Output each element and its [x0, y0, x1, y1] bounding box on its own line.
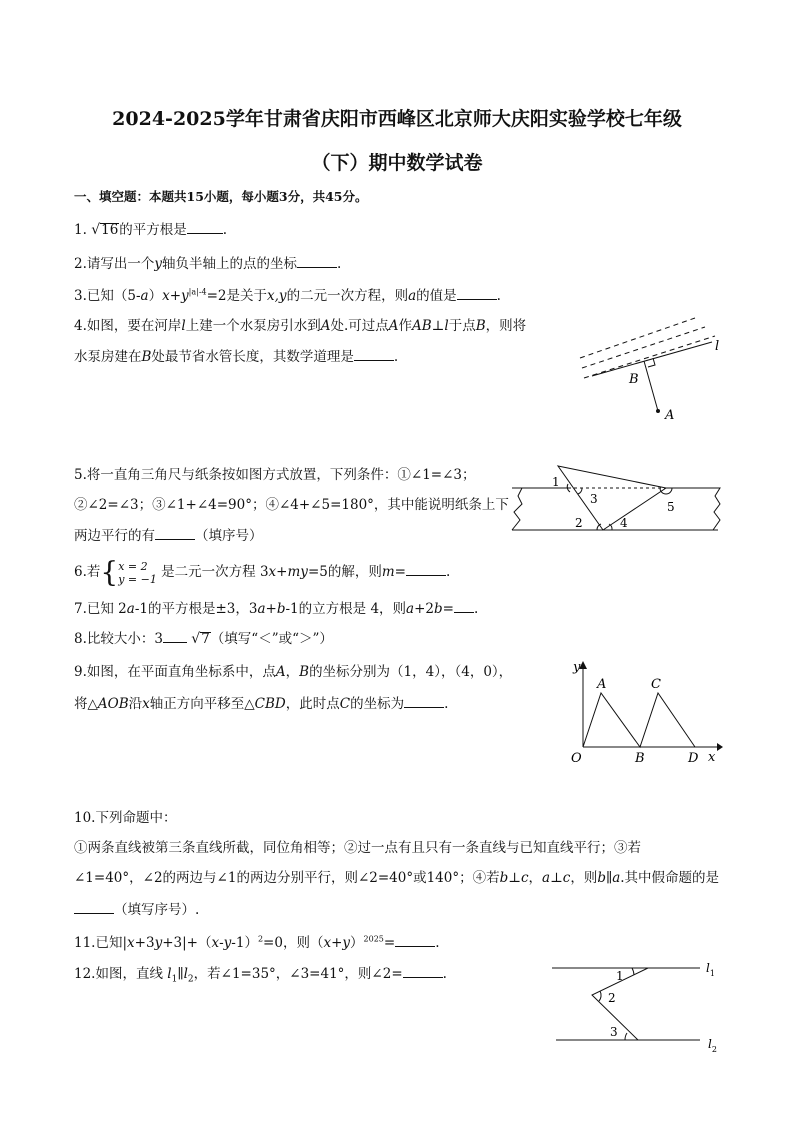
- q4-end: .: [393, 349, 399, 365]
- q6-text-b: 是二元一次方程 3: [161, 564, 269, 580]
- q7-text-b: -1的平方根是±3，3: [134, 601, 258, 617]
- question-4-line-1: [74, 314, 526, 334]
- q10-answer-blank[interactable]: [74, 899, 114, 914]
- q7-a3: a: [406, 601, 415, 617]
- q2-var: y: [154, 256, 163, 272]
- q10-text-b: ，则: [570, 870, 598, 886]
- q9-end: .: [444, 696, 449, 712]
- q1-text: 的平方根是: [119, 222, 187, 238]
- q9-C: C: [339, 696, 351, 712]
- q3-text-d: 的二元一次方程，则: [286, 288, 409, 304]
- q3-xy: x,y: [267, 288, 287, 304]
- q9-label-y: y: [573, 660, 581, 675]
- q7-end: .: [473, 601, 479, 617]
- q11-y2: y: [223, 935, 232, 951]
- q3-a: a: [140, 288, 149, 304]
- q12-label-3: 3: [610, 1025, 618, 1039]
- q11-text-b: +3: [134, 935, 155, 951]
- q4-answer-blank[interactable]: [354, 346, 394, 361]
- q6-text-a: 6.若: [74, 564, 101, 580]
- q7-b: b: [276, 601, 286, 617]
- q9-x-arrow: [717, 743, 723, 751]
- q3-answer-blank[interactable]: [457, 285, 497, 300]
- q4-text-h: 处最节省水管长度，其数学道理是: [151, 349, 354, 365]
- q4-label-l: l: [715, 339, 720, 354]
- question-9-line-1: [74, 660, 512, 680]
- question-9-line-2: [74, 692, 448, 712]
- q7-text-e: +2: [414, 601, 434, 617]
- question-12: [74, 962, 447, 985]
- q6-m2: m: [381, 564, 395, 580]
- question-10-line-3: [74, 866, 719, 886]
- question-1: 1. √16的平方根是 .: [74, 218, 227, 238]
- question-11: [74, 931, 440, 951]
- q6-x: x: [268, 564, 277, 580]
- q3-exponent: |a|-4: [188, 287, 207, 297]
- title-line-1: 2024-2025学年甘肃省庆阳市西峰区北京师大庆阳实验学校七年级: [112, 108, 682, 130]
- q4-text-f: ，则将: [485, 318, 527, 334]
- q4-text-g: 水泵房建在: [74, 349, 142, 365]
- q1-end: .: [222, 222, 228, 238]
- q4-A2: A: [388, 318, 399, 334]
- q7-b2: b: [434, 601, 443, 617]
- q12-text-b: ，若∠1=35°，∠3=41°，则∠2=: [193, 966, 403, 982]
- q12-answer-blank[interactable]: [403, 963, 443, 978]
- q12-label-1: 1: [616, 969, 624, 983]
- q3-x: x: [162, 288, 170, 304]
- q4-line-AB: [644, 361, 658, 411]
- title-line-2: （下）期中数学试卷: [311, 152, 483, 174]
- question-4-line-2: [74, 345, 398, 365]
- q4-text-c: 处.可过点: [330, 318, 389, 334]
- q12-text-a: 12.如图，直线: [74, 966, 168, 982]
- q9-text-b: ，: [285, 664, 300, 680]
- q4-text-d: 作: [398, 318, 413, 334]
- q8-radicand: 7: [201, 631, 210, 647]
- q2-answer-blank[interactable]: [297, 253, 337, 268]
- q5-label-5: 5: [667, 500, 675, 514]
- q6-text-e: =: [394, 564, 406, 580]
- question-5-line-1: 5.将一直角三角尺与纸条按如图方式放置，下列条件：①∠1=∠3；: [74, 467, 476, 483]
- q12-arc-3: [625, 1033, 627, 1040]
- q11-text-g: +: [331, 935, 343, 951]
- q2-text-a: 2.请写出一个: [74, 256, 155, 272]
- q4-text-e: 于点: [448, 318, 476, 334]
- q6-system: [118, 560, 157, 586]
- q12-arc-1: [632, 968, 634, 975]
- q6-brace: {: [100, 555, 119, 589]
- q6-end: .: [445, 564, 451, 580]
- q4-dash-3: [584, 336, 715, 378]
- q1-number: 1.: [74, 222, 87, 238]
- q3-a2: a: [408, 288, 417, 304]
- q4-figure: [570, 308, 730, 428]
- q9-answer-blank[interactable]: [404, 693, 444, 708]
- q10-text-a: ∠1=40°，∠2的两边与∠1的两边分别平行，则∠2=40°或140°；④若: [74, 870, 500, 886]
- q12-sub2: 2: [187, 974, 194, 985]
- question-10-line-2: ①两条直线被第三条直线所截，同位角相等；②过一点有且只有一条直线与已知直线平行；③若: [74, 840, 641, 856]
- q3-text-e: 的值是: [416, 288, 457, 304]
- q12-arc-2: [599, 991, 601, 1001]
- q9-AOB: AOB: [97, 696, 129, 712]
- q10-bc: b⊥c: [499, 870, 529, 886]
- q9-label-A: A: [597, 677, 607, 692]
- q6-y: y: [300, 564, 308, 580]
- q11-x2: x: [211, 935, 220, 951]
- question-5-line-2: ②∠2=∠3；③∠1+∠4=90°；④∠4+∠5=180°，其中能说明纸条上下: [74, 497, 509, 513]
- q4-label-B: B: [629, 372, 639, 387]
- section-heading: 一、填空题：本题共15小题，每小题3分，共45分。: [74, 189, 368, 204]
- q11-text-a: 11.已知|: [74, 935, 128, 951]
- q5-label-1: 1: [552, 475, 560, 489]
- q8-answer-blank[interactable]: [163, 628, 187, 643]
- q9-A: A: [275, 664, 286, 680]
- q9-label-D: D: [688, 751, 699, 766]
- q12-label-2: 2: [608, 991, 616, 1005]
- q12-l2: l: [183, 966, 188, 982]
- q11-text-i: =: [383, 935, 396, 951]
- q5-figure: [508, 458, 723, 534]
- q7-text-c: +: [265, 601, 277, 617]
- q10-ba: b∥a: [597, 870, 621, 886]
- q11-x: x: [127, 935, 135, 951]
- q11-exponent: 2025: [363, 934, 384, 944]
- q5-text-b: （填序号）: [195, 528, 263, 544]
- q2-text-b: 轴负半轴上的点的坐标: [162, 256, 298, 272]
- q11-text-h: ）: [350, 935, 364, 951]
- q9-text-a: 9.如图，在平面直角坐标系中，点: [74, 664, 276, 680]
- q4-label-A: A: [665, 408, 675, 423]
- q6-text-d: =5的解，则: [307, 564, 382, 580]
- q11-end: .: [435, 935, 440, 951]
- q2-end: .: [337, 256, 342, 272]
- q3-text-a: 3.已知（5-: [74, 288, 141, 304]
- q9-B: B: [299, 664, 310, 680]
- q5-strip-right-edge: [713, 488, 720, 530]
- question-2: [74, 252, 341, 272]
- q3-end: .: [496, 288, 501, 304]
- q11-answer-blank[interactable]: [395, 932, 435, 947]
- q6-m: m: [287, 564, 301, 580]
- q9-text-c: 的坐标分别为（1，4），（4，0），: [309, 664, 513, 680]
- q12-l1: l: [167, 966, 172, 982]
- q9-text-d: 将△: [74, 696, 98, 712]
- question-7: [74, 597, 478, 617]
- q9-label-C: C: [651, 677, 661, 692]
- q12-label-l1: $l_1$: [706, 961, 715, 978]
- q9-x: x: [142, 696, 150, 712]
- q9-text-g: ，此时点: [285, 696, 340, 712]
- q9-text-e: 沿: [128, 696, 143, 712]
- q6-answer-blank[interactable]: [406, 561, 446, 576]
- q9-label-x: x: [708, 750, 716, 765]
- q3-text-c: =2是关于: [206, 288, 268, 304]
- q11-square: 2: [257, 934, 264, 944]
- q7-text-d: -1的立方根是 4，则: [285, 601, 407, 617]
- q11-text-f: =0，则（: [263, 935, 324, 951]
- q9-label-B: B: [635, 751, 645, 766]
- q4-text-a: 4.如图，要在河岸: [74, 318, 182, 334]
- q9-figure: [565, 655, 730, 770]
- q1-answer-blank[interactable]: [187, 219, 223, 234]
- q4-text-b: 上建一个水泵房引水到: [185, 318, 321, 334]
- q11-text-d: -: [219, 935, 224, 951]
- q9-label-O: O: [571, 751, 582, 766]
- question-6: [74, 556, 450, 588]
- question-10-line-1: 10.下列命题中：: [74, 810, 177, 826]
- q12-label-l2: $l_2$: [708, 1037, 717, 1054]
- q5-answer-blank[interactable]: [155, 525, 195, 540]
- question-10-line-4: [74, 898, 199, 918]
- q4-ABl: AB⊥l: [412, 318, 449, 334]
- q5-text-a: 两边平行的有: [74, 528, 155, 544]
- q7-a2: a: [257, 601, 266, 617]
- q3-plus: +: [169, 288, 182, 304]
- q5-strip-left-edge: [512, 488, 522, 530]
- q9-text-f: 轴正方向平移至△: [149, 696, 255, 712]
- question-8: 8.比较大小：3 √7（填写“＜”或“＞”）: [74, 627, 333, 647]
- q4-A: A: [320, 318, 331, 334]
- q4-point-A: [656, 409, 660, 413]
- q8-text-a: 8.比较大小：3: [74, 631, 163, 647]
- question-5-line-3: [74, 524, 263, 544]
- q5-label-2: 2: [575, 516, 583, 530]
- q5-arc-4: [609, 524, 612, 530]
- q7-a: a: [126, 601, 135, 617]
- q8-text-b: （填写“＜”或“＞”）: [210, 631, 333, 647]
- question-3: [74, 284, 501, 304]
- q11-y3: y: [342, 935, 351, 951]
- q9-CBD: CBD: [254, 696, 286, 712]
- q11-y: y: [154, 935, 163, 951]
- q6-eq2: y = −1: [118, 572, 157, 586]
- q12-sub1: 1: [171, 974, 178, 985]
- q11-text-e: -1）: [231, 935, 258, 951]
- q12-figure: [548, 958, 728, 1058]
- q9-text-h: 的坐标为: [350, 696, 405, 712]
- q12-end: .: [442, 966, 447, 982]
- q5-label-3: 3: [590, 492, 598, 506]
- q6-eq1: x = 2: [118, 559, 148, 573]
- q11-text-c: +3|+（: [162, 935, 212, 951]
- q4-B2: B: [141, 349, 152, 365]
- q7-text-f: =: [442, 601, 454, 617]
- q6-text-c: +: [276, 564, 288, 580]
- q10-text-c: .其中假命题的是: [620, 870, 720, 886]
- q12-parallel: ∥: [177, 966, 184, 982]
- q4-l: l: [181, 318, 186, 334]
- q10-text-d: （填写序号）.: [114, 902, 200, 918]
- q11-x3: x: [323, 935, 332, 951]
- q10-ac: a⊥c: [542, 870, 571, 886]
- q10-comma: ，: [528, 870, 543, 886]
- q7-answer-blank[interactable]: [454, 598, 474, 613]
- q3-text-b: ）: [148, 288, 163, 304]
- q3-y: y: [181, 288, 189, 304]
- q7-text-a: 7.已知 2: [74, 601, 127, 617]
- q4-B: B: [475, 318, 486, 334]
- q1-radicand: 16: [101, 222, 119, 238]
- q9-triangles: [583, 693, 695, 747]
- q5-label-4: 4: [620, 516, 628, 530]
